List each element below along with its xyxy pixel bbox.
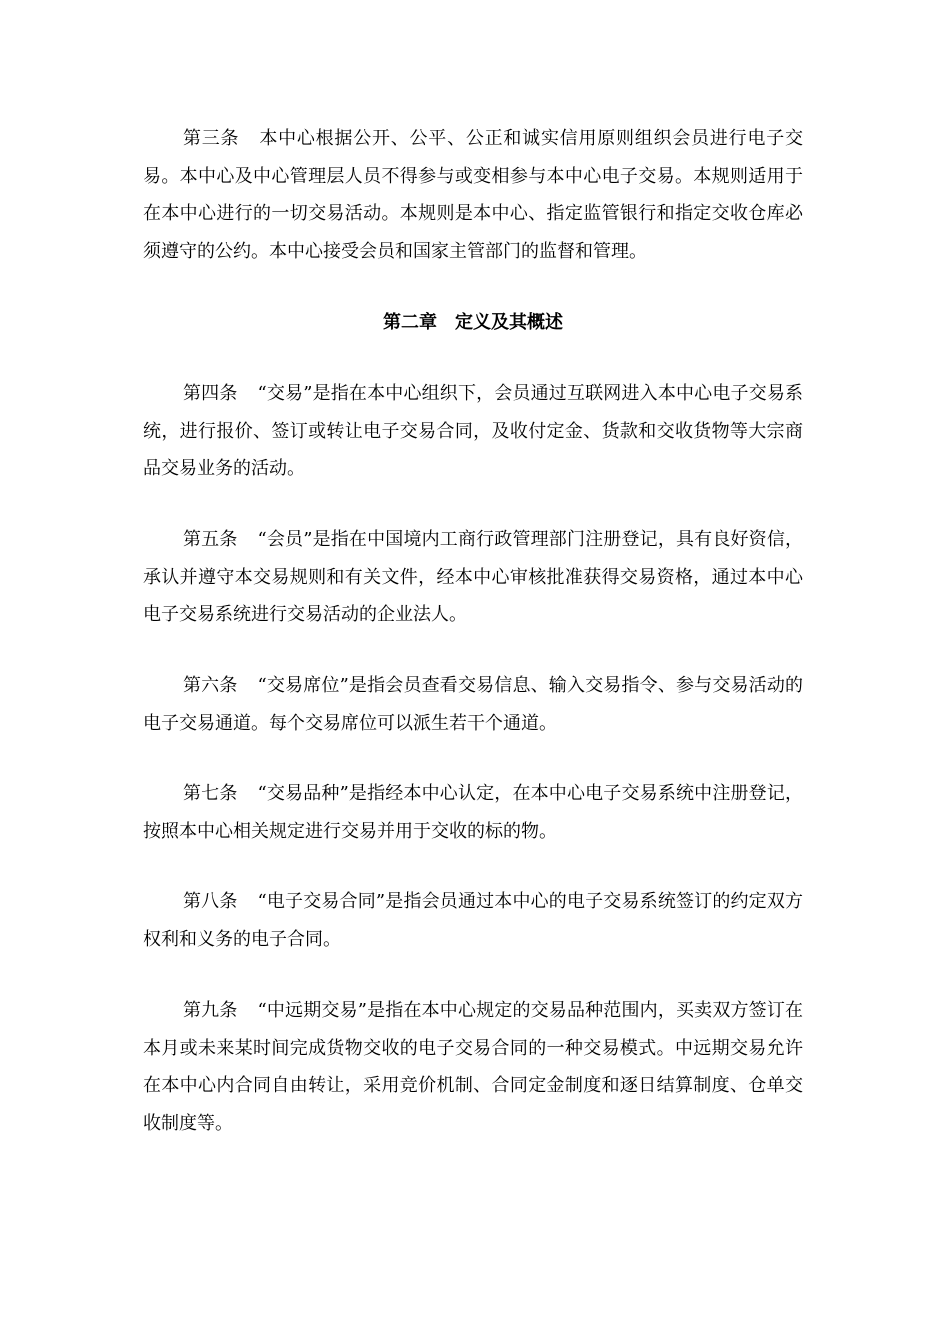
article-label: 第八条 bbox=[183, 891, 238, 912]
article-label: 第四条 bbox=[183, 383, 238, 404]
article-label: 第七条 bbox=[183, 783, 238, 804]
article-text: “会员”是指在中国境内工商行政管理部门注册登记，具有良好资信，承认并遵守本交易规则和有关文件，经本中心审核批准获得交易资格，通过本中心电子交易系统进行交易活动的企业法人。 bbox=[143, 529, 804, 625]
article-5 bbox=[143, 521, 803, 634]
article-text: “电子交易合同”是指会员通过本中心的电子交易系统签订的约定双方权利和义务的电子合同。 bbox=[143, 891, 804, 950]
article-7 bbox=[143, 775, 803, 850]
article-label: 第五条 bbox=[183, 529, 238, 550]
article-text: 本中心根据公开、公平、公正和诚实信用原则组织会员进行电子交易。本中心及中心管理层人员不得参与或变相参与本中心电子交易。本规则适用于在本中心进行的一切交易活动。本规则是本中心、指定监管银行和指定交收仓库必须遵守的公约。本中心接受会员和国家主管部门的监督和管理。 bbox=[143, 128, 804, 262]
article-3 bbox=[143, 120, 803, 270]
article-text: “交易品种”是指经本中心认定，在本中心电子交易系统中注册登记，按照本中心相关规定进行交易并用于交收的标的物。 bbox=[143, 783, 804, 842]
chapter-number: 第二章 bbox=[383, 312, 437, 333]
article-label: 第九条 bbox=[183, 1000, 238, 1021]
article-text: “交易席位”是指会员查看交易信息、输入交易指令、参与交易活动的电子交易通道。每个交易席位可以派生若干个通道。 bbox=[143, 675, 804, 734]
article-8 bbox=[143, 883, 803, 958]
article-label: 第三条 bbox=[183, 128, 240, 149]
article-6 bbox=[143, 667, 803, 742]
article-text: “中远期交易”是指在本中心规定的交易品种范围内，买卖双方签订在本月或未来某时间完成货物交收的电子交易合同的一种交易模式。中远期交易允许在本中心内合同自由转让，采用竞价机制、合同定金制度和逐日结算制度、仓单交收制度等。 bbox=[143, 1000, 804, 1134]
chapter-heading bbox=[143, 308, 803, 338]
article-9 bbox=[143, 992, 803, 1142]
article-text: “交易”是指在本中心组织下，会员通过互联网进入本中心电子交易系统，进行报价、签订或转让电子交易合同，及收付定金、货款和交收货物等大宗商品交易业务的活动。 bbox=[143, 383, 804, 479]
chapter-title: 定义及其概述 bbox=[455, 312, 563, 333]
article-4 bbox=[143, 375, 803, 488]
article-label: 第六条 bbox=[183, 675, 238, 696]
